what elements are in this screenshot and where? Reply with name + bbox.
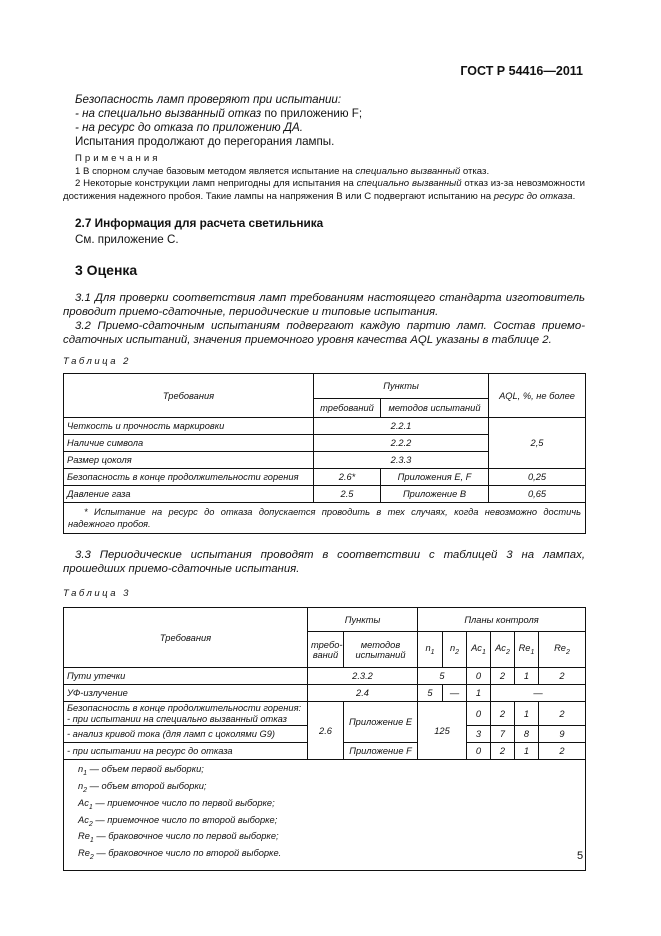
table-row: УФ-излучение 2.4 5 — 1 — — [64, 685, 586, 702]
header-methods: методов испытаний — [381, 399, 489, 418]
table-row: - анализ кривой тока (для ламп с цоколями G9) 3 7 8 9 — [64, 726, 586, 743]
section-2-7-text: См. приложение С. — [75, 233, 179, 246]
table-row: Размер цоколя 2.3.3 — [64, 452, 586, 469]
table-2-footnote: * Испытание на ресурс до отказа допускается проводить в тех случаях, когда невозможно достичь надежного пробоя. — [64, 503, 586, 534]
intro-line: - на ресурс до отказа по приложению ДА. — [75, 121, 303, 134]
notes-title: Примечания — [75, 153, 161, 164]
table-2 — [63, 373, 586, 534]
document-header: ГОСТ Р 54416—2011 — [460, 64, 583, 78]
header-req-points: требований — [314, 399, 381, 418]
note-1: 1 В спорном случае базовым методом является испытание на специально вызванный отказ. — [75, 165, 490, 177]
table-row: Наличие символа 2.2.2 — [64, 435, 586, 452]
header-requirements: Требования — [64, 374, 314, 418]
legend-item: $Re_1$ — браковочное число по первой выборке; — [78, 831, 279, 845]
paragraph-3-1: 3.1 Для проверки соответствия ламп требованиям настоящего стандарта изготовитель проводит приемо-сдаточные, периодические и типовые испытания. — [63, 292, 585, 318]
table-3: Требования Пункты Планы контроля требо-ваний методов испытаний $n_1$ $n_2$ $Ac_1$ $Ac_2$ $Re_1$ $Re_2$ Пути утечки 2.3.2 5 0 2 1 2 УФ-излучение 2.4 5 — 1 — Безопасность в конце продолжительности горения: - при испытании на специально вызванный отказ 2.6 Приложение Е 125 0 2 1 2 - анализ кривой тока (для ламп с цоколями G9) 3 7 8 9 - при испытании на ресурс до отказа Приложение F 0 2 1 2 $n_1$ — объем первой выборки; $n_2$ — объем второй выборки; $Ac_1$ — приемочное число по первой выборке; $Ac_2$ — приемочное число по второй выборке; $Re_1$ — браковочное число по первой выборке; $Re_2$ — браковочное число по второй выборке. — [63, 607, 586, 871]
table-row: Давление газа 2.5 Приложение В 0,65 — [64, 486, 586, 503]
legend-item: $n_1$ — объем первой выборки; — [78, 764, 204, 777]
header-n1: $n_1$ — [418, 632, 443, 668]
legend-item: $Ac_2$ — приемочное число по второй выборке; — [78, 814, 278, 828]
section-3-title: 3 Оценка — [75, 262, 138, 278]
table-row: Пути утечки 2.3.2 5 0 2 1 2 — [64, 668, 586, 685]
legend-item: $n_2$ — объем второй выборки; — [78, 780, 207, 794]
note-2: 2 Некоторые конструкции ламп непригодны для испытания на специально вызванный отказ из-за невозможности достижения надежного пробоя. Такие лампы на напряжения В или С подвергают испытанию на ресурс до отказа. — [63, 178, 585, 202]
header-ac1: $Ac_1$ — [467, 632, 491, 668]
intro-text: по приложению F; — [261, 107, 363, 120]
header-n2: $n_2$ — [443, 632, 467, 668]
table-row: Четкость и прочность маркировки 2.2.1 2,5 — [64, 418, 586, 435]
table-row: Безопасность в конце продолжительности горения 2.6* Приложения Е, F 0,25 — [64, 469, 586, 486]
table-row: Безопасность в конце продолжительности горения: - при испытании на специально вызванный отказ 2.6 Приложение Е 125 0 2 1 2 — [64, 702, 586, 726]
paragraph-3-2: 3.2 Приемо-сдаточным испытаниям подвергают каждую партию ламп. Состав приемо-сдаточных испытаний, значения приемочного уровня качества AQL указаны в таблице 2. — [63, 320, 585, 346]
notes-block — [63, 153, 585, 203]
intro-line: Испытания продолжают до перегорания лампы. — [75, 135, 335, 148]
table-row: - при испытании на ресурс до отказа Приложение F 0 2 1 2 — [64, 743, 586, 760]
legend-item: $Re_2$ — браковочное число по второй выборке. — [78, 848, 282, 862]
header-requirements: Требования — [64, 608, 308, 668]
intro-line: Безопасность ламп проверяют при испытании: — [75, 93, 342, 106]
intro-text: - на специально вызванный отказ — [75, 107, 262, 120]
table-3-legend — [64, 760, 586, 871]
header-ac2: $Ac_2$ — [491, 632, 515, 668]
header-re1: $Re_1$ — [515, 632, 539, 668]
header-points: Пункты — [308, 608, 418, 632]
header-plans: Планы контроля — [418, 608, 586, 632]
intro-line — [75, 107, 587, 121]
intro-block — [75, 93, 587, 149]
aql-merged: 2,5 — [489, 418, 586, 469]
paragraph-3-3: 3.3 Периодические испытания проводят в соответствии с таблицей 3 на лампах, прошедших приемо-сдаточные испытания. — [63, 549, 585, 575]
table-2-label: Таблица 2 — [63, 356, 131, 367]
table-3-label: Таблица 3 — [63, 588, 131, 599]
header-points: Пункты — [314, 374, 489, 399]
page-number: 5 — [577, 850, 584, 862]
section-3-paragraphs — [63, 291, 585, 347]
header-re2: $Re_2$ — [539, 632, 586, 668]
header-aql: AQL, %, не более — [489, 374, 586, 418]
legend-item: $Ac_1$ — приемочное число по первой выборке; — [78, 797, 275, 811]
section-2-7-title: 2.7 Информация для расчета светильника — [75, 216, 324, 230]
